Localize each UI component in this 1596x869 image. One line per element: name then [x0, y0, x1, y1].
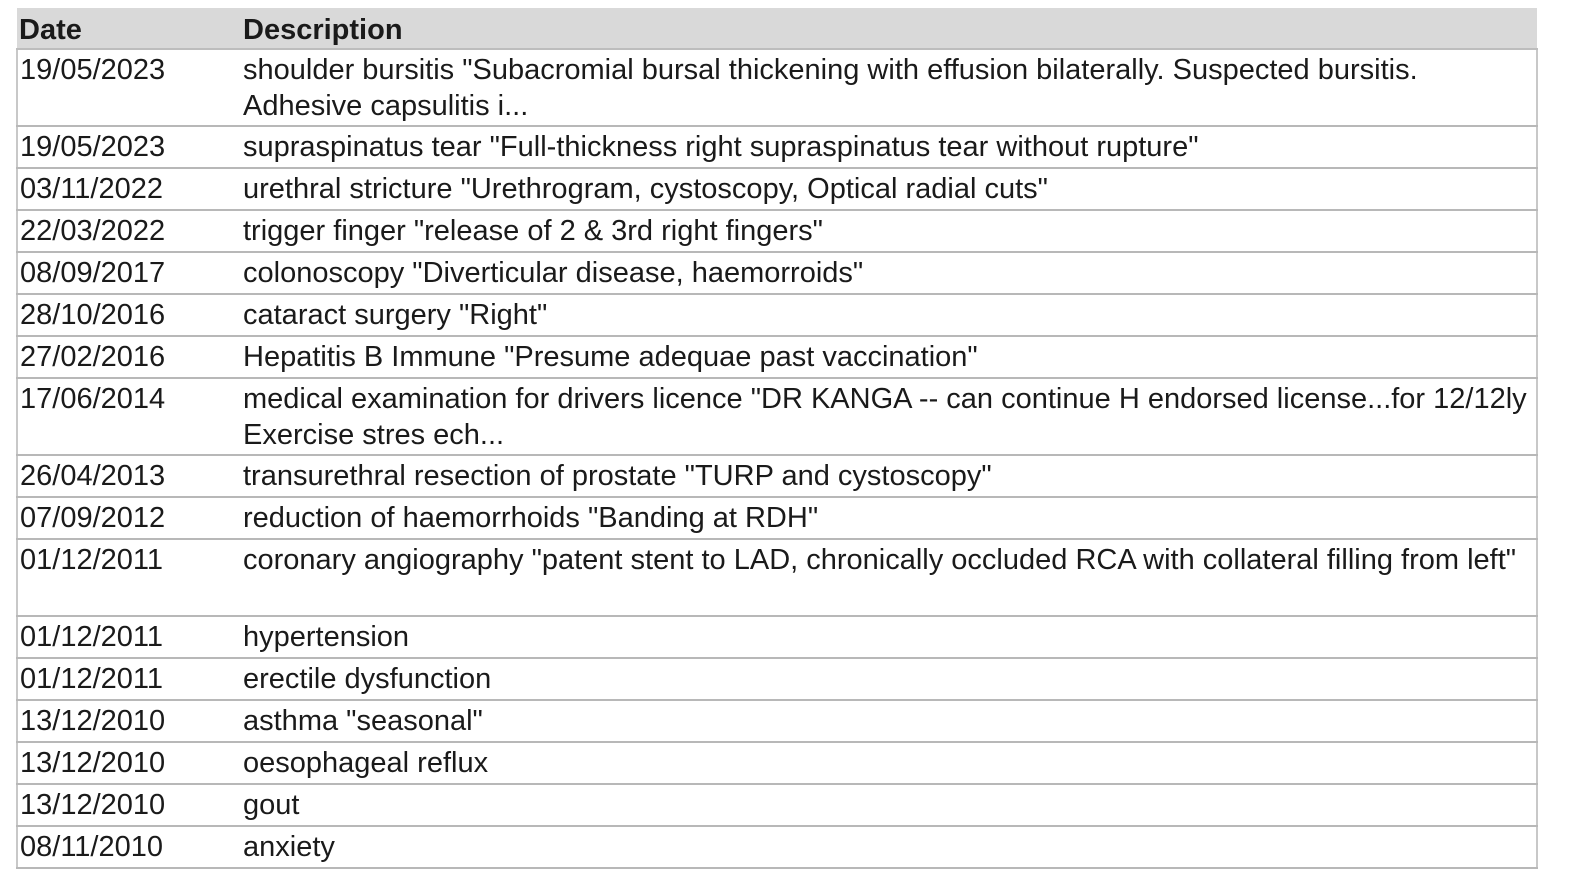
date-cell: 22/03/2022 [17, 210, 240, 252]
description-cell: transurethral resection of prostate "TURP and cystoscopy" [240, 455, 1537, 497]
date-cell: 08/11/2010 [17, 826, 240, 868]
table-row [17, 294, 1537, 336]
date-cell: 19/05/2023 [17, 49, 240, 126]
date-cell: 17/06/2014 [17, 378, 240, 455]
description-cell: medical examination for drivers licence "DR KANGA -- can continue H endorsed license...for 12/12ly Exercise stres ech... [240, 378, 1537, 455]
date-cell: 03/11/2022 [17, 168, 240, 210]
table-row [17, 455, 1537, 497]
description-cell: reduction of haemorrhoids "Banding at RDH" [240, 497, 1537, 539]
date-cell: 13/12/2010 [17, 784, 240, 826]
date-cell: 19/05/2023 [17, 126, 240, 168]
table-row [17, 784, 1537, 826]
date-cell: 01/12/2011 [17, 616, 240, 658]
description-cell: trigger finger "release of 2 & 3rd right fingers" [240, 210, 1537, 252]
description-cell: hypertension [240, 616, 1537, 658]
description-cell: shoulder bursitis "Subacromial bursal thickening with effusion bilaterally. Suspected bursitis. Adhesive capsulitis i... [240, 49, 1537, 126]
description-cell: anxiety [240, 826, 1537, 868]
date-cell: 01/12/2011 [17, 658, 240, 700]
table-row [17, 126, 1537, 168]
date-cell: 01/12/2011 [17, 539, 240, 616]
description-cell: colonoscopy "Diverticular disease, haemorroids" [240, 252, 1537, 294]
table-row [17, 49, 1537, 126]
date-cell: 07/09/2012 [17, 497, 240, 539]
date-cell: 26/04/2013 [17, 455, 240, 497]
table-row [17, 616, 1537, 658]
table-row [17, 378, 1537, 455]
medical-history-table [16, 8, 1538, 869]
description-cell: Hepatitis B Immune "Presume adequae past vaccination" [240, 336, 1537, 378]
description-cell: gout [240, 784, 1537, 826]
table-row [17, 539, 1537, 616]
header-row [17, 8, 1537, 49]
table-row [17, 497, 1537, 539]
date-cell: 08/09/2017 [17, 252, 240, 294]
date-cell: 13/12/2010 [17, 700, 240, 742]
date-column-header: Date [17, 8, 240, 49]
table-row [17, 826, 1537, 868]
table-body [17, 49, 1537, 868]
description-cell: asthma "seasonal" [240, 700, 1537, 742]
table-row [17, 742, 1537, 784]
table-header [17, 8, 1537, 49]
description-cell: coronary angiography "patent stent to LAD, chronically occluded RCA with collateral filling from left" [240, 539, 1537, 616]
description-column-header: Description [240, 8, 1537, 49]
description-cell: urethral stricture "Urethrogram, cystoscopy, Optical radial cuts" [240, 168, 1537, 210]
table-row [17, 168, 1537, 210]
date-cell: 13/12/2010 [17, 742, 240, 784]
table-row [17, 336, 1537, 378]
table-row [17, 210, 1537, 252]
date-cell: 28/10/2016 [17, 294, 240, 336]
description-cell: cataract surgery "Right" [240, 294, 1537, 336]
description-cell: oesophageal reflux [240, 742, 1537, 784]
table-row [17, 658, 1537, 700]
table-row [17, 252, 1537, 294]
table-row [17, 700, 1537, 742]
description-cell: erectile dysfunction [240, 658, 1537, 700]
description-cell: supraspinatus tear "Full-thickness right supraspinatus tear without rupture" [240, 126, 1537, 168]
date-cell: 27/02/2016 [17, 336, 240, 378]
